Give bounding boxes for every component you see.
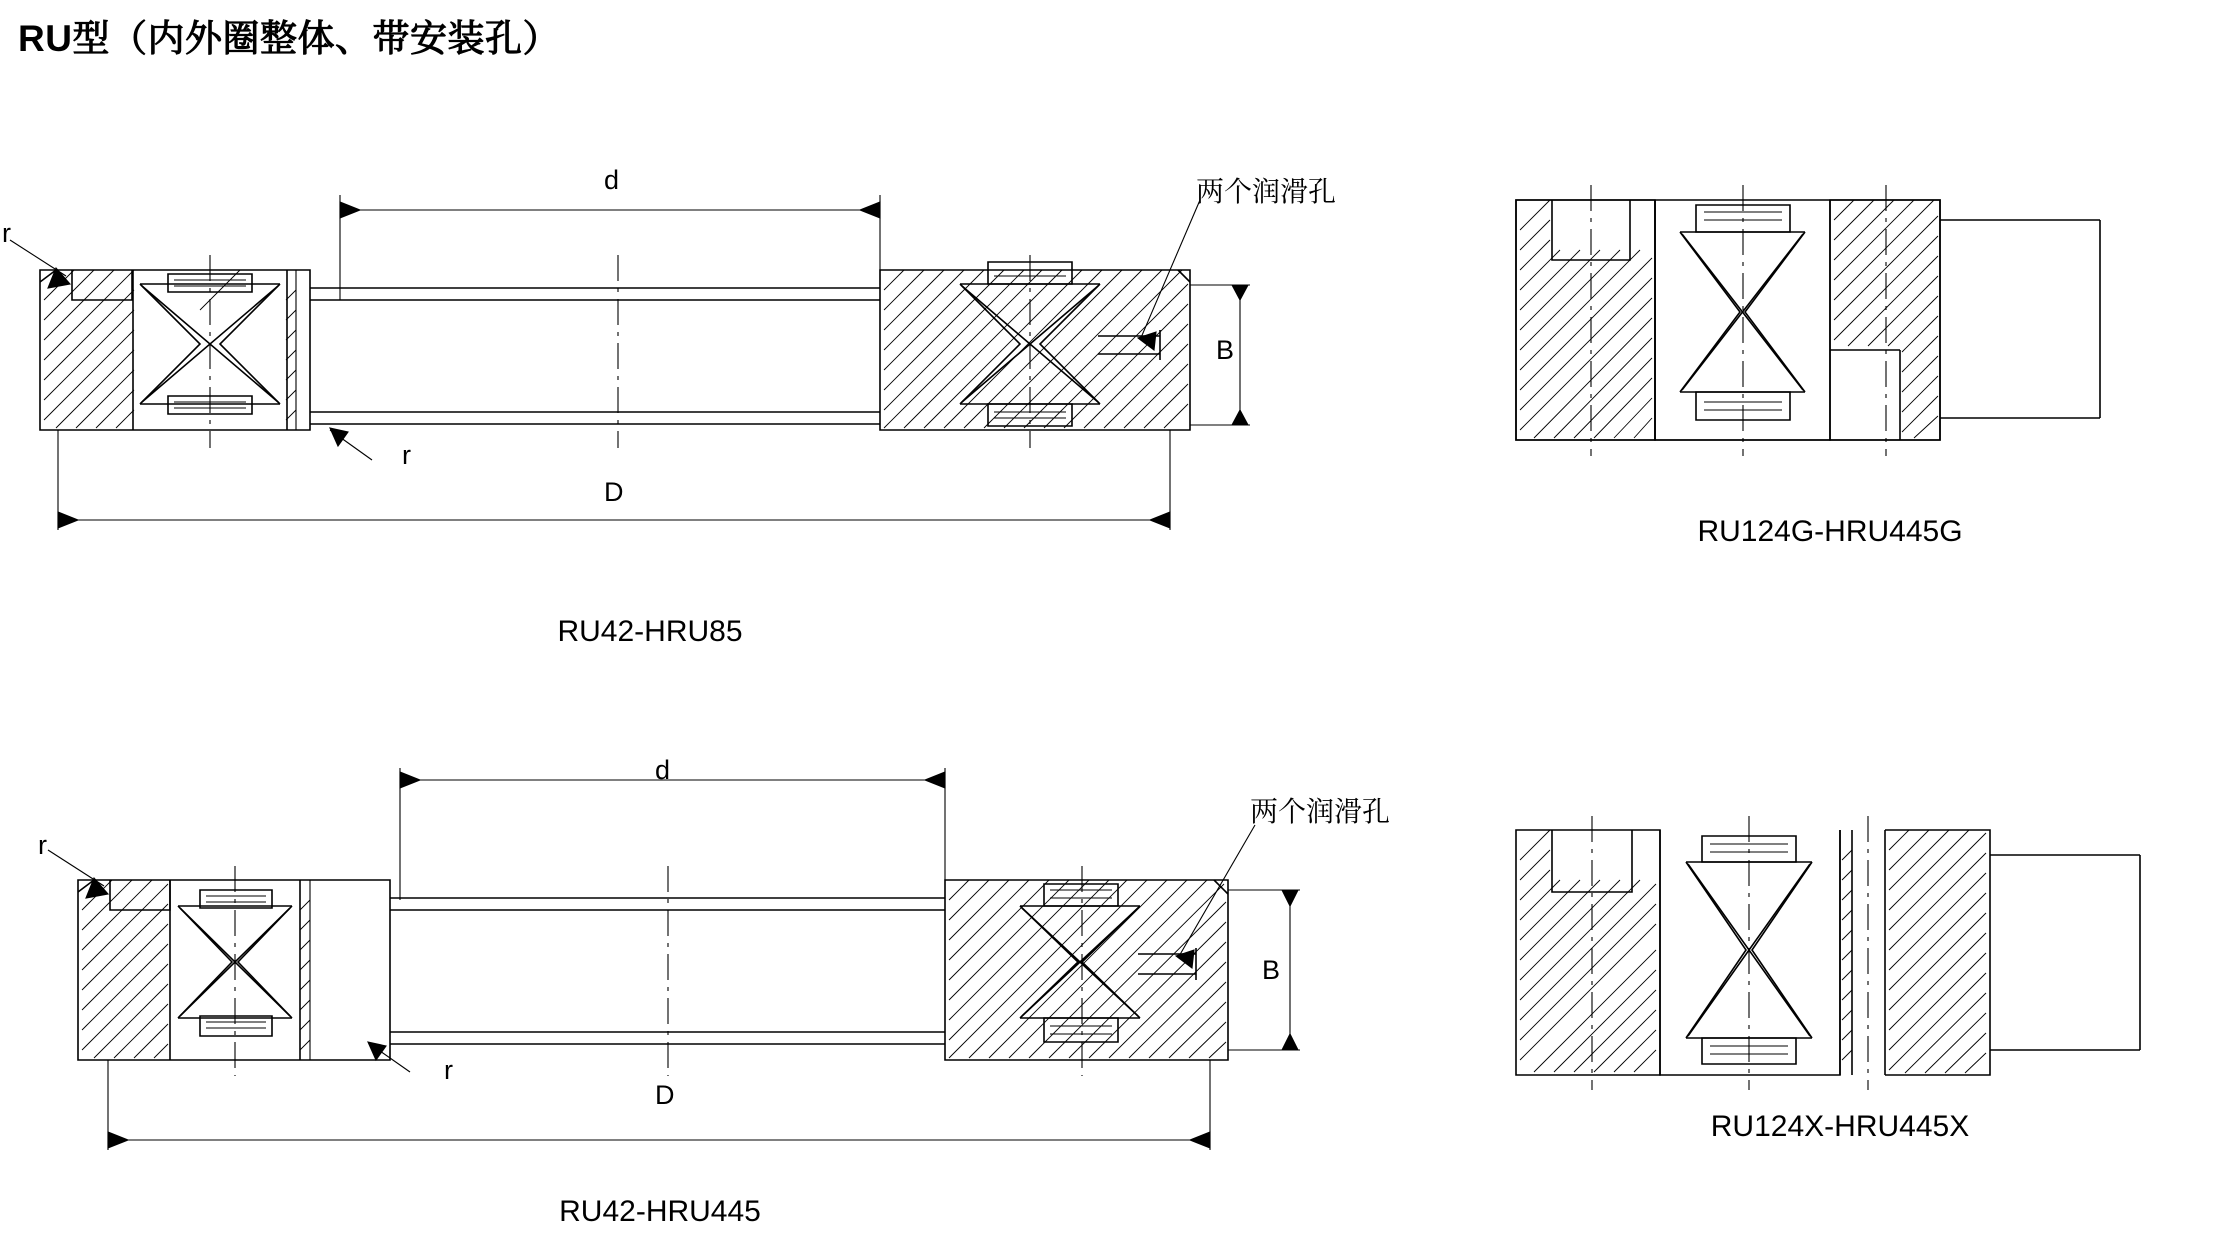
caption-bottom-right: RU124X-HRU445X (1710, 1110, 1970, 1143)
label-top-left-lube-holes: 两个润滑孔 (1196, 176, 1337, 207)
page-title: RU型（内外圈整体、带安装孔） (18, 18, 560, 59)
label-top-left-r-inner: r (402, 440, 411, 470)
bottom-right-section (1516, 816, 2140, 1090)
label-top-left-r-outer: r (2, 218, 11, 248)
label-bottom-left-B: B (1262, 955, 1281, 985)
label-top-left-D: D (604, 477, 624, 507)
label-bottom-left-lube-holes: 两个润滑孔 (1250, 796, 1391, 827)
caption-top-left: RU42-HRU85 (557, 615, 743, 648)
label-bottom-left-r-inner: r (444, 1055, 453, 1085)
label-bottom-left-d: d (655, 755, 671, 785)
label-top-left-d: d (604, 165, 620, 195)
label-bottom-left-D: D (655, 1080, 675, 1110)
label-top-left-B: B (1216, 335, 1235, 365)
caption-bottom-left: RU42-HRU445 (559, 1195, 761, 1228)
label-bottom-left-r-outer: r (38, 830, 47, 860)
caption-top-right: RU124G-HRU445G (1697, 515, 1963, 548)
